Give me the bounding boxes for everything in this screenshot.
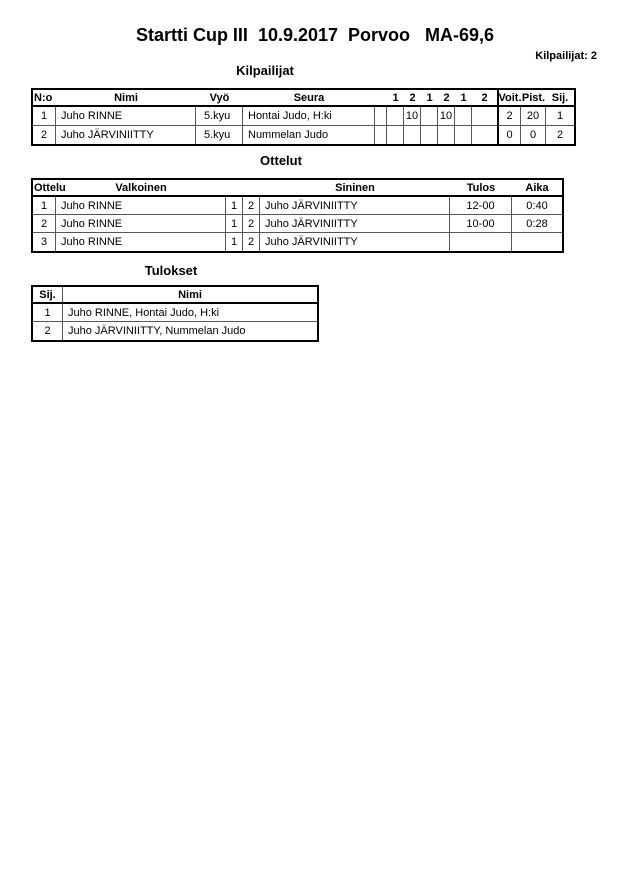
col-header-points: Pist. — [521, 90, 546, 107]
result-cell: 12-00 — [450, 197, 512, 215]
result-place-cell: 2 — [33, 322, 63, 340]
col-header-time: Aika — [512, 180, 562, 197]
score-cell — [387, 107, 404, 126]
match-no-cell: 3 — [33, 233, 56, 251]
competitors-table — [31, 88, 576, 146]
blue-name-cell: Juho JÄRVINIITTY — [260, 197, 450, 215]
blue-number-cell: 2 — [243, 233, 260, 251]
score-spacer-cell — [375, 107, 387, 126]
col-header-score-5: 1 — [455, 90, 472, 107]
competitor-no-cell: 1 — [33, 107, 56, 126]
score-cell — [387, 126, 404, 145]
match-no-cell: 1 — [33, 197, 56, 215]
col-header-score-3: 1 — [421, 90, 438, 107]
competitor-club-cell: Hontai Judo, H:ki — [243, 107, 375, 126]
match-no-cell: 2 — [33, 215, 56, 233]
white-name-cell: Juho RINNE — [56, 233, 226, 251]
col-header-score-2: 2 — [404, 90, 421, 107]
col-header-result: Tulos — [450, 180, 512, 197]
white-name-cell: Juho RINNE — [56, 197, 226, 215]
col-header-score-6: 2 — [472, 90, 497, 107]
col-header-place: Sij. — [546, 90, 574, 107]
section-heading-kilpailijat: Kilpailijat — [236, 63, 294, 78]
section-heading-ottelut: Ottelut — [260, 153, 302, 168]
score-spacer-cell — [375, 126, 387, 145]
score-cell — [438, 126, 455, 145]
competitor-belt-cell: 5.kyu — [196, 107, 243, 126]
result-name-cell: Juho RINNE, Hontai Judo, H:ki — [63, 304, 317, 322]
blue-number-cell: 2 — [243, 215, 260, 233]
col-header-belt: Vyö — [196, 90, 243, 107]
competitor-belt-cell: 5.kyu — [196, 126, 243, 145]
place-cell: 1 — [546, 107, 574, 126]
score-cell — [421, 107, 438, 126]
score-cell: 10 — [404, 107, 421, 126]
time-cell: 0:28 — [512, 215, 562, 233]
points-cell: 20 — [521, 107, 546, 126]
col-header-score-4: 2 — [438, 90, 455, 107]
results-table — [31, 285, 319, 342]
score-cell — [421, 126, 438, 145]
result-cell — [450, 233, 512, 251]
wins-cell: 0 — [497, 126, 521, 145]
col-header-blue: Sininen — [260, 180, 450, 197]
white-name-cell: Juho RINNE — [56, 215, 226, 233]
col-header-white: Valkoinen — [56, 180, 226, 197]
result-cell: 10-00 — [450, 215, 512, 233]
result-place-cell: 1 — [33, 304, 63, 322]
matches-table — [31, 178, 564, 253]
score-cell — [455, 126, 472, 145]
competitor-name-cell: Juho RINNE — [56, 107, 196, 126]
col-header-name: Nimi — [63, 287, 317, 304]
blue-name-cell: Juho JÄRVINIITTY — [260, 233, 450, 251]
time-cell — [512, 233, 562, 251]
score-cell — [472, 107, 497, 126]
competitor-no-cell: 2 — [33, 126, 56, 145]
section-heading-tulokset: Tulokset — [144, 263, 198, 278]
col-header-wins: Voit. — [497, 90, 521, 107]
col-header-place: Sij. — [33, 287, 63, 304]
score-cell — [472, 126, 497, 145]
wins-cell: 2 — [497, 107, 521, 126]
time-cell: 0:40 — [512, 197, 562, 215]
blue-number-cell: 2 — [243, 197, 260, 215]
competitor-club-cell: Nummelan Judo — [243, 126, 375, 145]
col-header-score-spacer — [375, 90, 387, 107]
score-cell — [455, 107, 472, 126]
col-header-score-1: 1 — [387, 90, 404, 107]
place-cell: 2 — [556, 128, 564, 141]
score-cell — [404, 126, 421, 145]
col-header-name: Nimi — [56, 90, 196, 107]
col-header-whiteno-spacer — [226, 180, 243, 197]
white-number-cell: 1 — [226, 197, 243, 215]
result-name-cell: Juho JÄRVINIITTY, Nummelan Judo — [68, 325, 246, 337]
competitors-count-label: Kilpailijat: 2 — [535, 50, 597, 62]
white-number-cell: 1 — [226, 215, 243, 233]
col-header-no: N:o — [33, 90, 56, 107]
competitor-name-cell: Juho JÄRVINIITTY — [56, 126, 196, 145]
col-header-match: Ottelu — [33, 180, 56, 197]
col-header-blueno-spacer — [243, 180, 260, 197]
blue-name-cell: Juho JÄRVINIITTY — [260, 215, 450, 233]
score-cell: 10 — [438, 107, 455, 126]
page-title: Startti Cup III 10.9.2017 Porvoo MA-69,6 — [135, 25, 495, 45]
col-header-club: Seura — [243, 90, 375, 107]
white-number-cell: 1 — [226, 233, 243, 251]
points-cell: 0 — [521, 126, 546, 145]
